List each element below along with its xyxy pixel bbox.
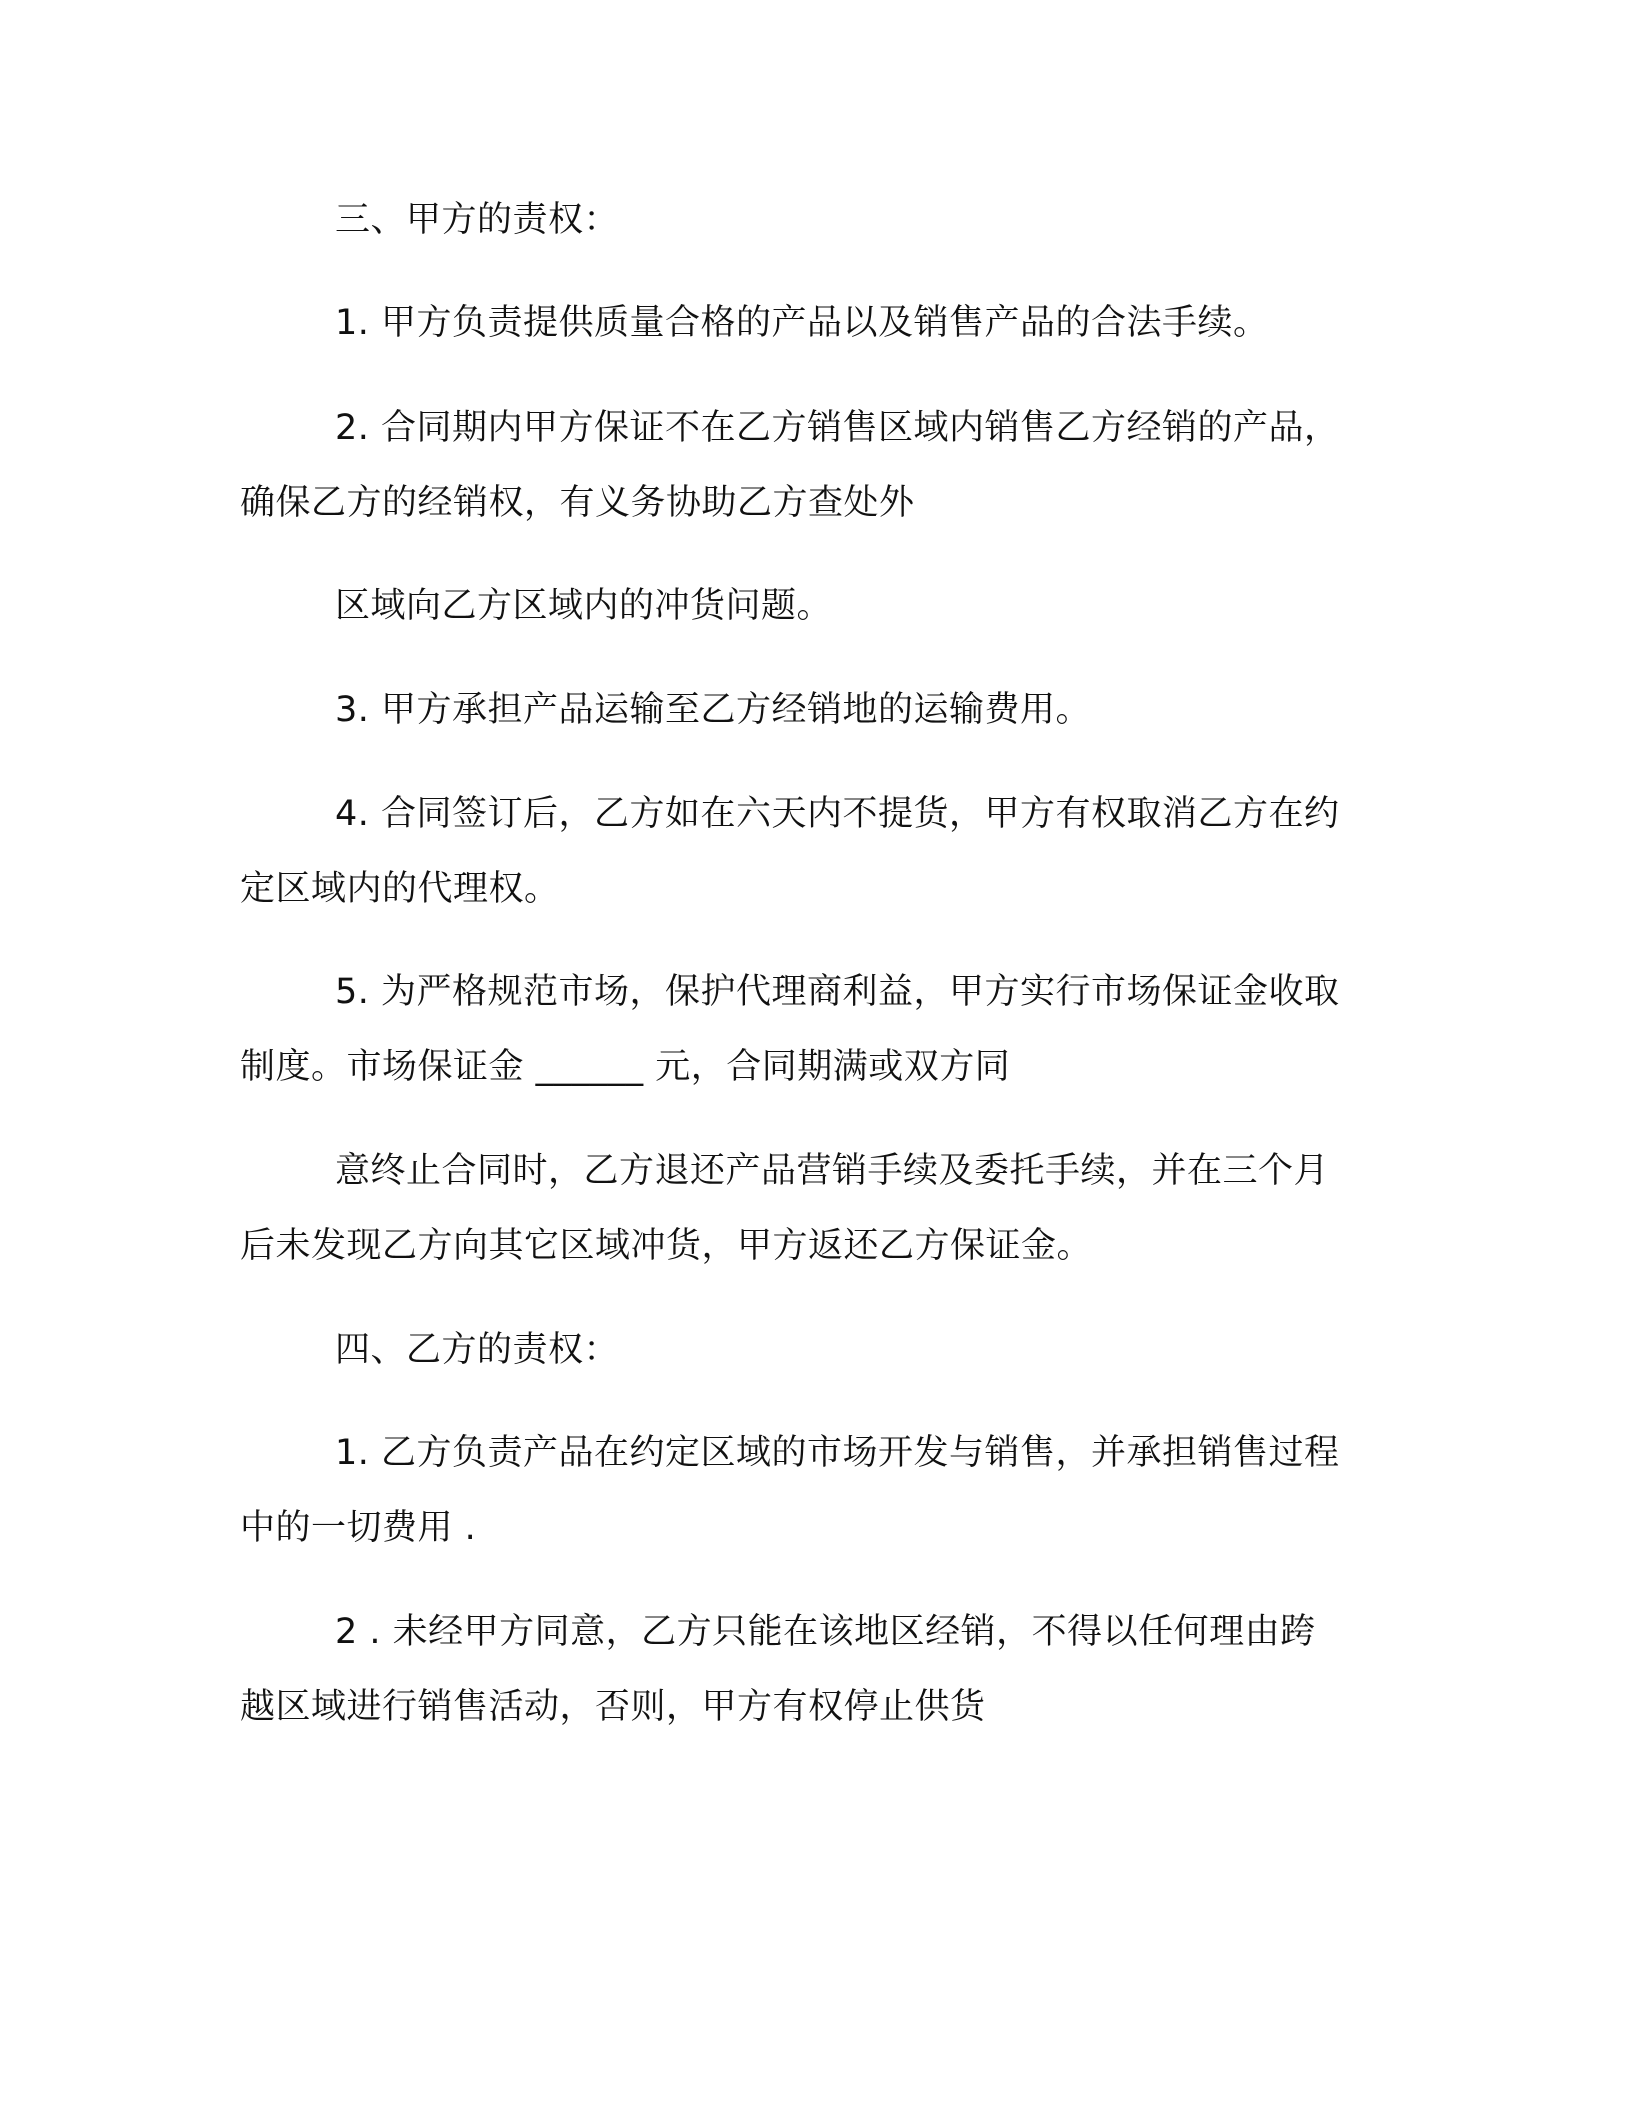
clause-3-3: 3. 甲方承担产品运输至乙方经销地的运输费用。	[335, 690, 1092, 730]
clause-3-4: 4. 合同签订后，乙方如在六天内不提货，甲方有权取消乙方在约	[335, 794, 1340, 834]
section-heading-3: 三、甲方的责权：	[335, 200, 620, 240]
clause-4-1: 1. 乙方负责产品在约定区域的市场开发与销售，并承担销售过程	[335, 1433, 1340, 1473]
clause-3-2-cont-2: 区域向乙方区域内的冲货问题。	[335, 586, 833, 626]
clause-3-5-cont: 制度。市场保证金 ______ 元，合同期满或双方同	[240, 1047, 1011, 1087]
clause-3-2-cont: 确保乙方的经销权，有义务协助乙方查处外	[240, 483, 915, 523]
clause-3-4-cont: 定区域内的代理权。	[240, 869, 560, 909]
clause-3-5: 5. 为严格规范市场，保护代理商利益，甲方实行市场保证金收取	[335, 972, 1340, 1012]
clause-3-2: 2. 合同期内甲方保证不在乙方销售区域内销售乙方经销的产品，	[335, 408, 1340, 448]
section-heading-4: 四、乙方的责权：	[335, 1330, 620, 1370]
clause-4-2: 2 . 未经甲方同意，乙方只能在该地区经销，不得以任何理由跨	[335, 1612, 1316, 1652]
clause-3-1: 1. 甲方负责提供质量合格的产品以及销售产品的合法手续。	[335, 303, 1269, 343]
clause-4-2-cont: 越区域进行销售活动，否则，甲方有权停止供货	[240, 1687, 986, 1727]
clause-3-5-cont-3: 后未发现乙方向其它区域冲货，甲方返还乙方保证金。	[240, 1226, 1093, 1266]
clause-3-5-cont-2: 意终止合同时，乙方退还产品营销手续及委托手续，并在三个月	[335, 1151, 1330, 1191]
clause-4-1-cont: 中的一切费用 .	[240, 1508, 477, 1548]
